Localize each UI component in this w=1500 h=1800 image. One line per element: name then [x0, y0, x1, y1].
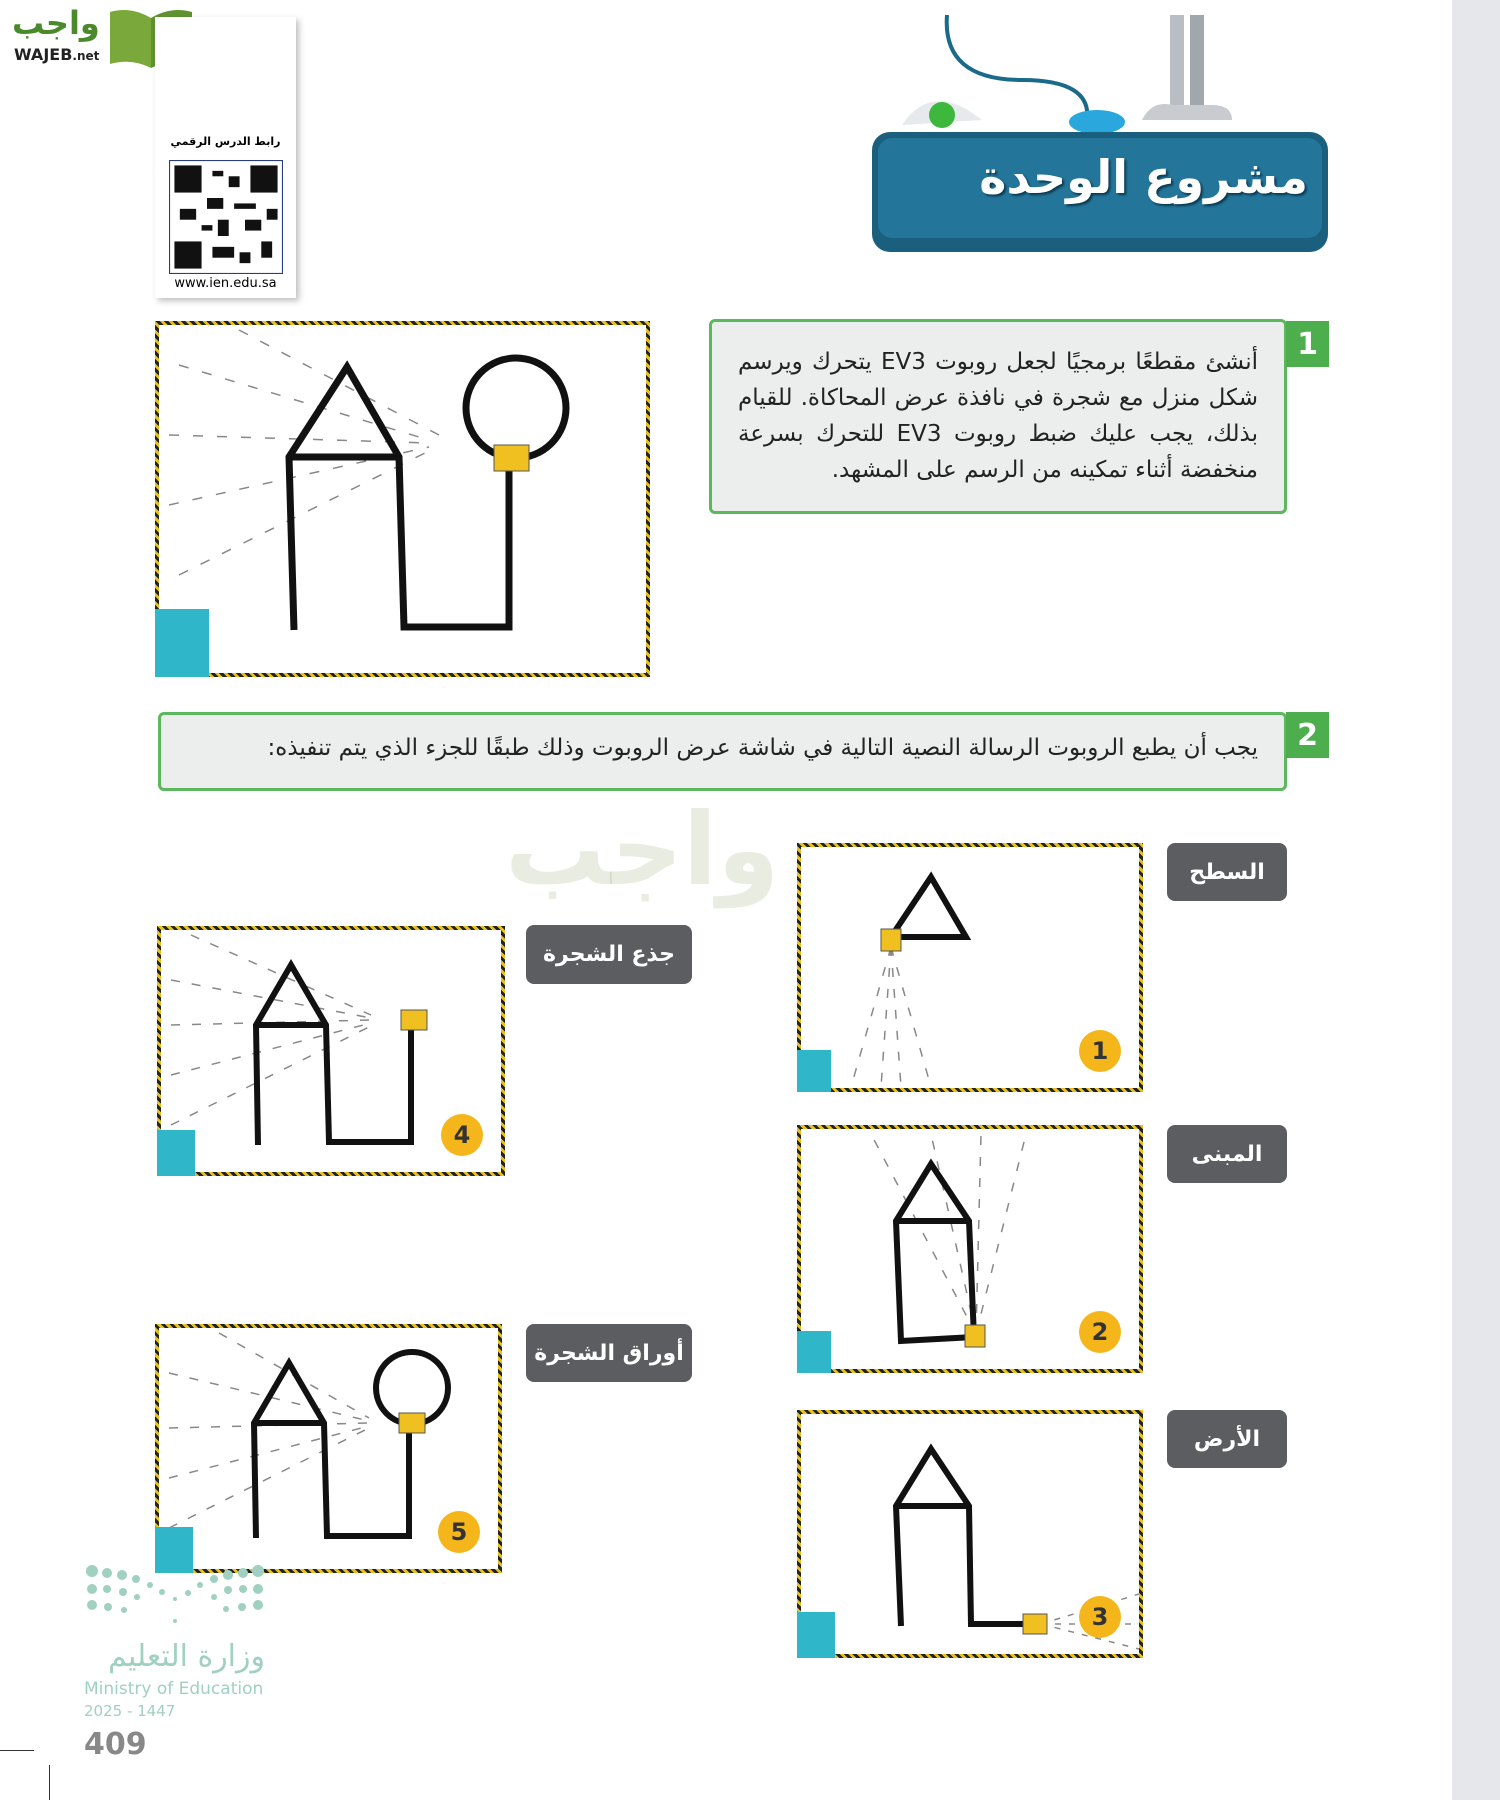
page-number: 409: [84, 1727, 147, 1762]
step-roof-figure: [797, 843, 1143, 1092]
step-building-figure: [797, 1125, 1143, 1373]
page-title: مشروع الوحدة: [979, 150, 1308, 204]
page-edge-strip: [1452, 0, 1500, 1800]
step-number: 2: [1079, 1311, 1121, 1353]
wajeb-logo: واجب WAJEB.net: [8, 4, 198, 70]
step-number: 1: [1079, 1030, 1121, 1072]
crop-mark: [0, 1750, 34, 1751]
label-tree-trunk: جذع الشجرة: [526, 925, 692, 984]
task-2-badge: 2: [1286, 712, 1329, 758]
qr-code[interactable]: [169, 160, 283, 274]
ministry-dots-icon: [80, 1565, 270, 1625]
task-1-badge: 1: [1286, 321, 1329, 367]
house-tree-drawing: [159, 325, 646, 673]
step-ground-figure: [797, 1410, 1143, 1658]
logo-latin: WAJEB.net: [14, 45, 100, 64]
ministry-logo: وزارة التعليم Ministry of Education 2025 - 1447: [80, 1565, 270, 1725]
task-1-box: أنشئ مقطعًا برمجيًا لجعل روبوت EV3 يتحرك ويرسم شكل منزل مع شجرة في نافذة عرض المحاكاة. للقيام بذلك، يجب عليك ضبط روبوت EV3 للتحرك بسرعة منخفضة أثناء تمكينه من الرسم على المشهد.: [709, 319, 1287, 514]
label-ground: الأرض: [1167, 1410, 1287, 1468]
unit-project-banner: [872, 0, 1328, 260]
step-number: 4: [441, 1114, 483, 1156]
crop-mark: [49, 1765, 50, 1800]
qr-card: رابط الدرس الرقمي www.ien.edu.sa: [155, 17, 296, 298]
watermark: واجب: [505, 791, 780, 908]
label-building: المبنى: [1167, 1125, 1287, 1183]
label-roof: السطح: [1167, 843, 1287, 901]
step-leaves-figure: [155, 1324, 502, 1573]
full-drawing-figure: [155, 321, 650, 677]
lesson-link[interactable]: www.ien.edu.sa: [174, 276, 277, 291]
label-tree-leaves: أوراق الشجرة: [526, 1324, 692, 1382]
step-number: 3: [1079, 1596, 1121, 1638]
task-2-box: يجب أن يطبع الروبوت الرسالة النصية التالية في شاشة عرض الروبوت وذلك طبقًا للجزء الذي يتم تنفيذه:: [158, 712, 1287, 791]
step-trunk-figure: [157, 926, 505, 1176]
step-number: 5: [438, 1511, 480, 1553]
